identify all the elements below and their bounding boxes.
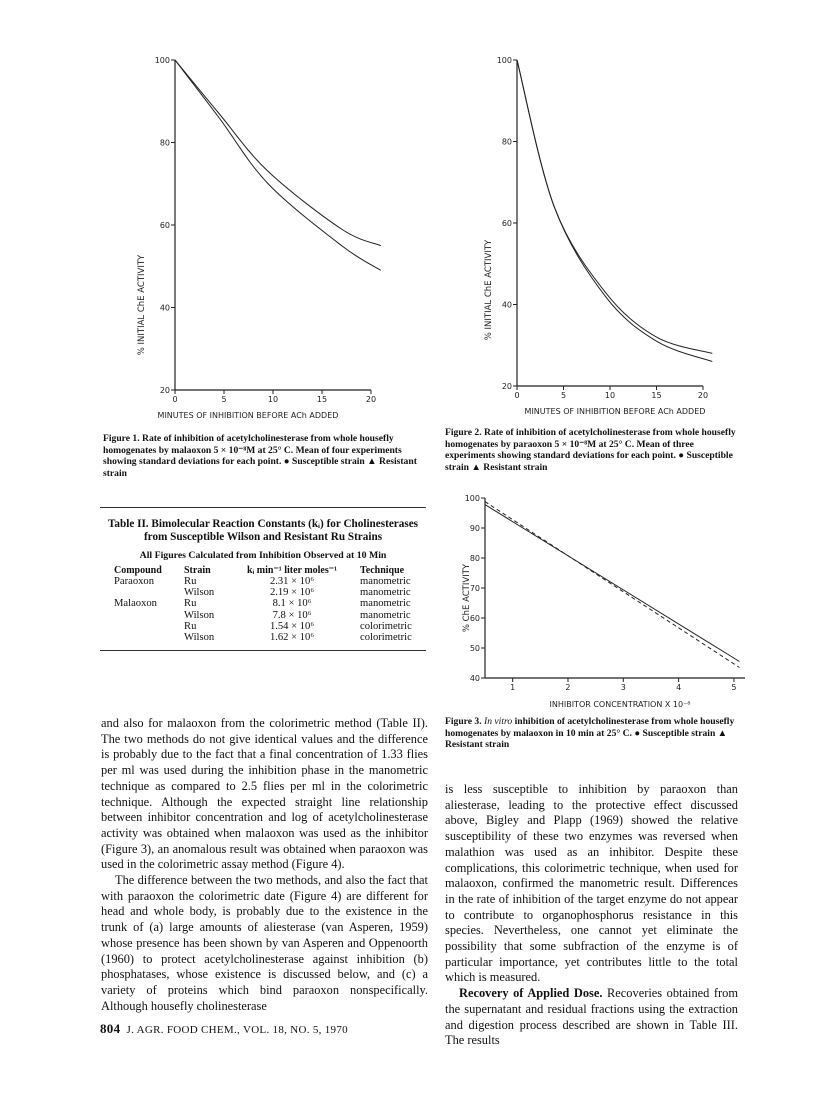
table-header: kᵢ min⁻¹ liter moles⁻¹ bbox=[246, 565, 338, 576]
section-paragraph: Recovery of Applied Dose. Recoveries obtained from the supernatant and residual fractions using the extraction and digestion process described are shown in Table III. The results bbox=[445, 986, 738, 1048]
y-tick-label: 60 bbox=[469, 614, 480, 623]
table-row bbox=[100, 576, 426, 587]
y-tick-label: 60 bbox=[501, 219, 512, 228]
table-cell: manometric bbox=[360, 598, 411, 610]
table-top-rule bbox=[100, 507, 426, 508]
table-header: Technique bbox=[360, 565, 405, 576]
y-tick-label: 40 bbox=[469, 674, 480, 683]
table-cell: colorimetric bbox=[360, 620, 412, 632]
x-tick-label: 0 bbox=[514, 391, 520, 400]
figure-2-plot-area bbox=[497, 56, 713, 400]
table-bottom-rule bbox=[100, 650, 426, 651]
figure-3-caption: Figure 3. In vitro inhibition of acetylcholinesterase from whole housefly homogenates by malaoxon in 10 min at 25° C. ● Susceptible strain ▲ Resistant strain bbox=[445, 716, 735, 751]
table-cell: manometric bbox=[360, 609, 411, 621]
table-cell: Paraoxon bbox=[114, 576, 155, 587]
table-cell: Ru bbox=[184, 576, 197, 587]
paragraph: The difference between the two methods, and also the fact that with paraoxon the colorimetric date (Figure 4) are different for head and whole body, is probably due to the existence in the trunk of (a) large amounts of aliesterase (van Asperen, 1959) whose presence has been shown by van Asperen and Oppenoorth (1960) to protect acetylcholinesterase against inhibition (b) phosphatases, whose existence is discussed below, and (c) a variety of proteins which bind paraoxon nonspecifically. Although housefly cholinesterase bbox=[101, 873, 428, 1013]
journal-citation: J. AGR. FOOD CHEM., VOL. 18, NO. 5, 1970 bbox=[126, 1024, 348, 1036]
x-tick-label: 10 bbox=[267, 395, 279, 404]
table-cell: manometric bbox=[360, 587, 411, 599]
table-row bbox=[100, 610, 426, 621]
table-cell bbox=[100, 621, 184, 632]
series-line bbox=[175, 60, 381, 246]
x-tick-label: 2 bbox=[565, 683, 571, 692]
table-body bbox=[100, 576, 426, 643]
table-cell: Wilson bbox=[184, 632, 215, 644]
right-column-text bbox=[445, 782, 738, 1049]
table-header: Compound bbox=[114, 565, 162, 576]
table-cell: Ru bbox=[184, 620, 197, 632]
figure-3-xlabel: INHIBITOR CONCENTRATION X 10⁻⁸ bbox=[549, 700, 691, 709]
series-line bbox=[485, 505, 739, 662]
table-cell: 8.1 × 10⁶ bbox=[272, 598, 312, 610]
x-tick-label: 5 bbox=[560, 391, 567, 400]
table-cell: Malaoxon bbox=[114, 598, 157, 610]
x-tick-label: 4 bbox=[676, 683, 682, 692]
y-tick-label: 50 bbox=[469, 644, 480, 653]
page-footer bbox=[100, 1021, 348, 1037]
table-cell: manometric bbox=[360, 576, 411, 587]
figure-2-xlabel: MINUTES OF INHIBITION BEFORE ACh ADDED bbox=[524, 407, 706, 416]
table-row bbox=[100, 621, 426, 632]
table-cell: 2.31 × 10⁶ bbox=[269, 576, 315, 587]
x-tick-label: 0 bbox=[172, 395, 178, 404]
x-tick-label: 5 bbox=[221, 395, 227, 404]
x-tick-label: 15 bbox=[651, 391, 662, 400]
figure-1-plot-area bbox=[155, 56, 381, 404]
y-tick-label: 80 bbox=[159, 138, 170, 148]
table-title: Table II. Bimolecular Reaction Constants (kᵢ) for Cholinesterases from Susceptible Wilson and Resistant Ru Strains bbox=[107, 518, 419, 543]
y-tick-label: 40 bbox=[159, 303, 170, 313]
table-cell: 1.54 × 10⁶ bbox=[269, 620, 315, 632]
table-cell: 2.19 × 10⁶ bbox=[269, 587, 315, 599]
figure-2-ylabel: % INITIAL ChE ACTIVITY bbox=[484, 239, 494, 341]
y-tick-label: 100 bbox=[154, 56, 170, 65]
table-cell bbox=[100, 632, 184, 643]
y-tick-label: 90 bbox=[469, 524, 480, 533]
table-header: Strain bbox=[184, 565, 211, 576]
table-cell: Ru bbox=[184, 598, 197, 610]
figure-1-ylabel: % INITIAL ChE ACTIVITY bbox=[137, 254, 147, 356]
section-heading: Recovery of Applied Dose. bbox=[459, 986, 603, 1001]
y-tick-label: 40 bbox=[501, 300, 512, 310]
x-tick-label: 5 bbox=[731, 683, 737, 692]
table-data bbox=[100, 565, 426, 643]
y-tick-label: 20 bbox=[501, 382, 512, 391]
table-cell: Wilson bbox=[184, 587, 215, 599]
table-row bbox=[100, 632, 426, 643]
page-number: 804 bbox=[100, 1021, 121, 1036]
series-line bbox=[485, 502, 739, 668]
table-row bbox=[100, 598, 426, 609]
series-line bbox=[517, 60, 712, 362]
y-tick-label: 100 bbox=[464, 494, 480, 503]
y-tick-label: 80 bbox=[469, 554, 480, 563]
table-2 bbox=[100, 507, 426, 651]
figure-1-chart bbox=[128, 50, 408, 420]
table-cell: 1.62 × 10⁶ bbox=[269, 632, 315, 644]
table-cell: Wilson bbox=[184, 609, 215, 621]
x-tick-label: 1 bbox=[510, 683, 516, 692]
paragraph: is less susceptible to inhibition by paraoxon than aliesterase, leading to the protective effect discussed above, Bigley and Plapp (1969) showed the relative susceptibility of these two enzymes was reversed when malathion was used as an inhibitor. Despite these complications, this colorimetric technique, when used for malaoxon, confirmed the manometric result. Differences in the rate of inhibition of the target enzyme do not appear to contribute to organophosphorus resistance in this species. Nevertheless, one cannot yet eliminate the possibility that some subfraction of the enzyme is of particular importance, yet contributes little to the total which is measured. bbox=[445, 782, 738, 985]
table-subtitle: All Figures Calculated from Inhibition Observed at 10 Min bbox=[139, 550, 387, 561]
table-cell: colorimetric bbox=[360, 632, 412, 644]
y-tick-label: 80 bbox=[501, 137, 512, 147]
x-tick-label: 15 bbox=[316, 395, 328, 404]
paragraph: and also for malaoxon from the colorimetric method (Table II). The two methods do not give identical values and the difference is probably due to the fact that a final concentration of 1.33 flies per ml was used during the inhibition phase in the manometric technique as compared to 2.5 flies per ml in the colorimetric technique. Although the expected straight line relationship between inhibitor concentration and log of acetylcholinesterase activity was obtained when malaoxon was used as the inhibitor (Figure 3), an anomalous result was obtained when paraoxon was used in the colorimetric assay method (Figure 4). bbox=[101, 716, 428, 872]
figure-2-chart bbox=[475, 50, 745, 420]
y-tick-label: 70 bbox=[469, 584, 480, 593]
left-column-text bbox=[101, 716, 428, 1014]
figure-3-plot-area bbox=[465, 494, 745, 692]
figure-3-chart bbox=[455, 488, 755, 718]
x-tick-label: 20 bbox=[365, 395, 377, 404]
table-header-row bbox=[100, 565, 426, 576]
table-row bbox=[100, 587, 426, 598]
y-tick-label: 100 bbox=[496, 56, 512, 65]
series-line bbox=[175, 60, 381, 270]
x-tick-label: 10 bbox=[604, 391, 616, 400]
figure-1-xlabel: MINUTES OF INHIBITION BEFORE ACh ADDED bbox=[157, 411, 339, 420]
x-tick-label: 20 bbox=[697, 391, 709, 400]
y-tick-label: 20 bbox=[159, 386, 170, 395]
figure-1-caption: Figure 1. Rate of inhibition of acetylcholinesterase from whole housefly homogenates by malaoxon 5 × 10⁻⁸M at 25° C. Mean of four experiments showing standard deviations for each point. ● Susceptible strain ▲ Resistant strain bbox=[103, 433, 417, 479]
y-tick-label: 60 bbox=[159, 221, 170, 230]
table-cell bbox=[100, 587, 184, 598]
series-line bbox=[517, 60, 712, 353]
table-cell bbox=[100, 610, 184, 621]
table-cell: 7.8 × 10⁶ bbox=[272, 609, 312, 621]
figure-2-caption: Figure 2. Rate of inhibition of acetylcholinesterase from whole housefly homogenates by paraoxon 5 × 10⁻⁸M at 25° C. Mean of three experiments showing standard deviations for each point. ● Susceptible strain ▲ Resistant strain bbox=[445, 427, 736, 473]
figure-3-ylabel: % ChE ACTIVITY bbox=[462, 563, 472, 633]
x-tick-label: 3 bbox=[620, 683, 626, 692]
